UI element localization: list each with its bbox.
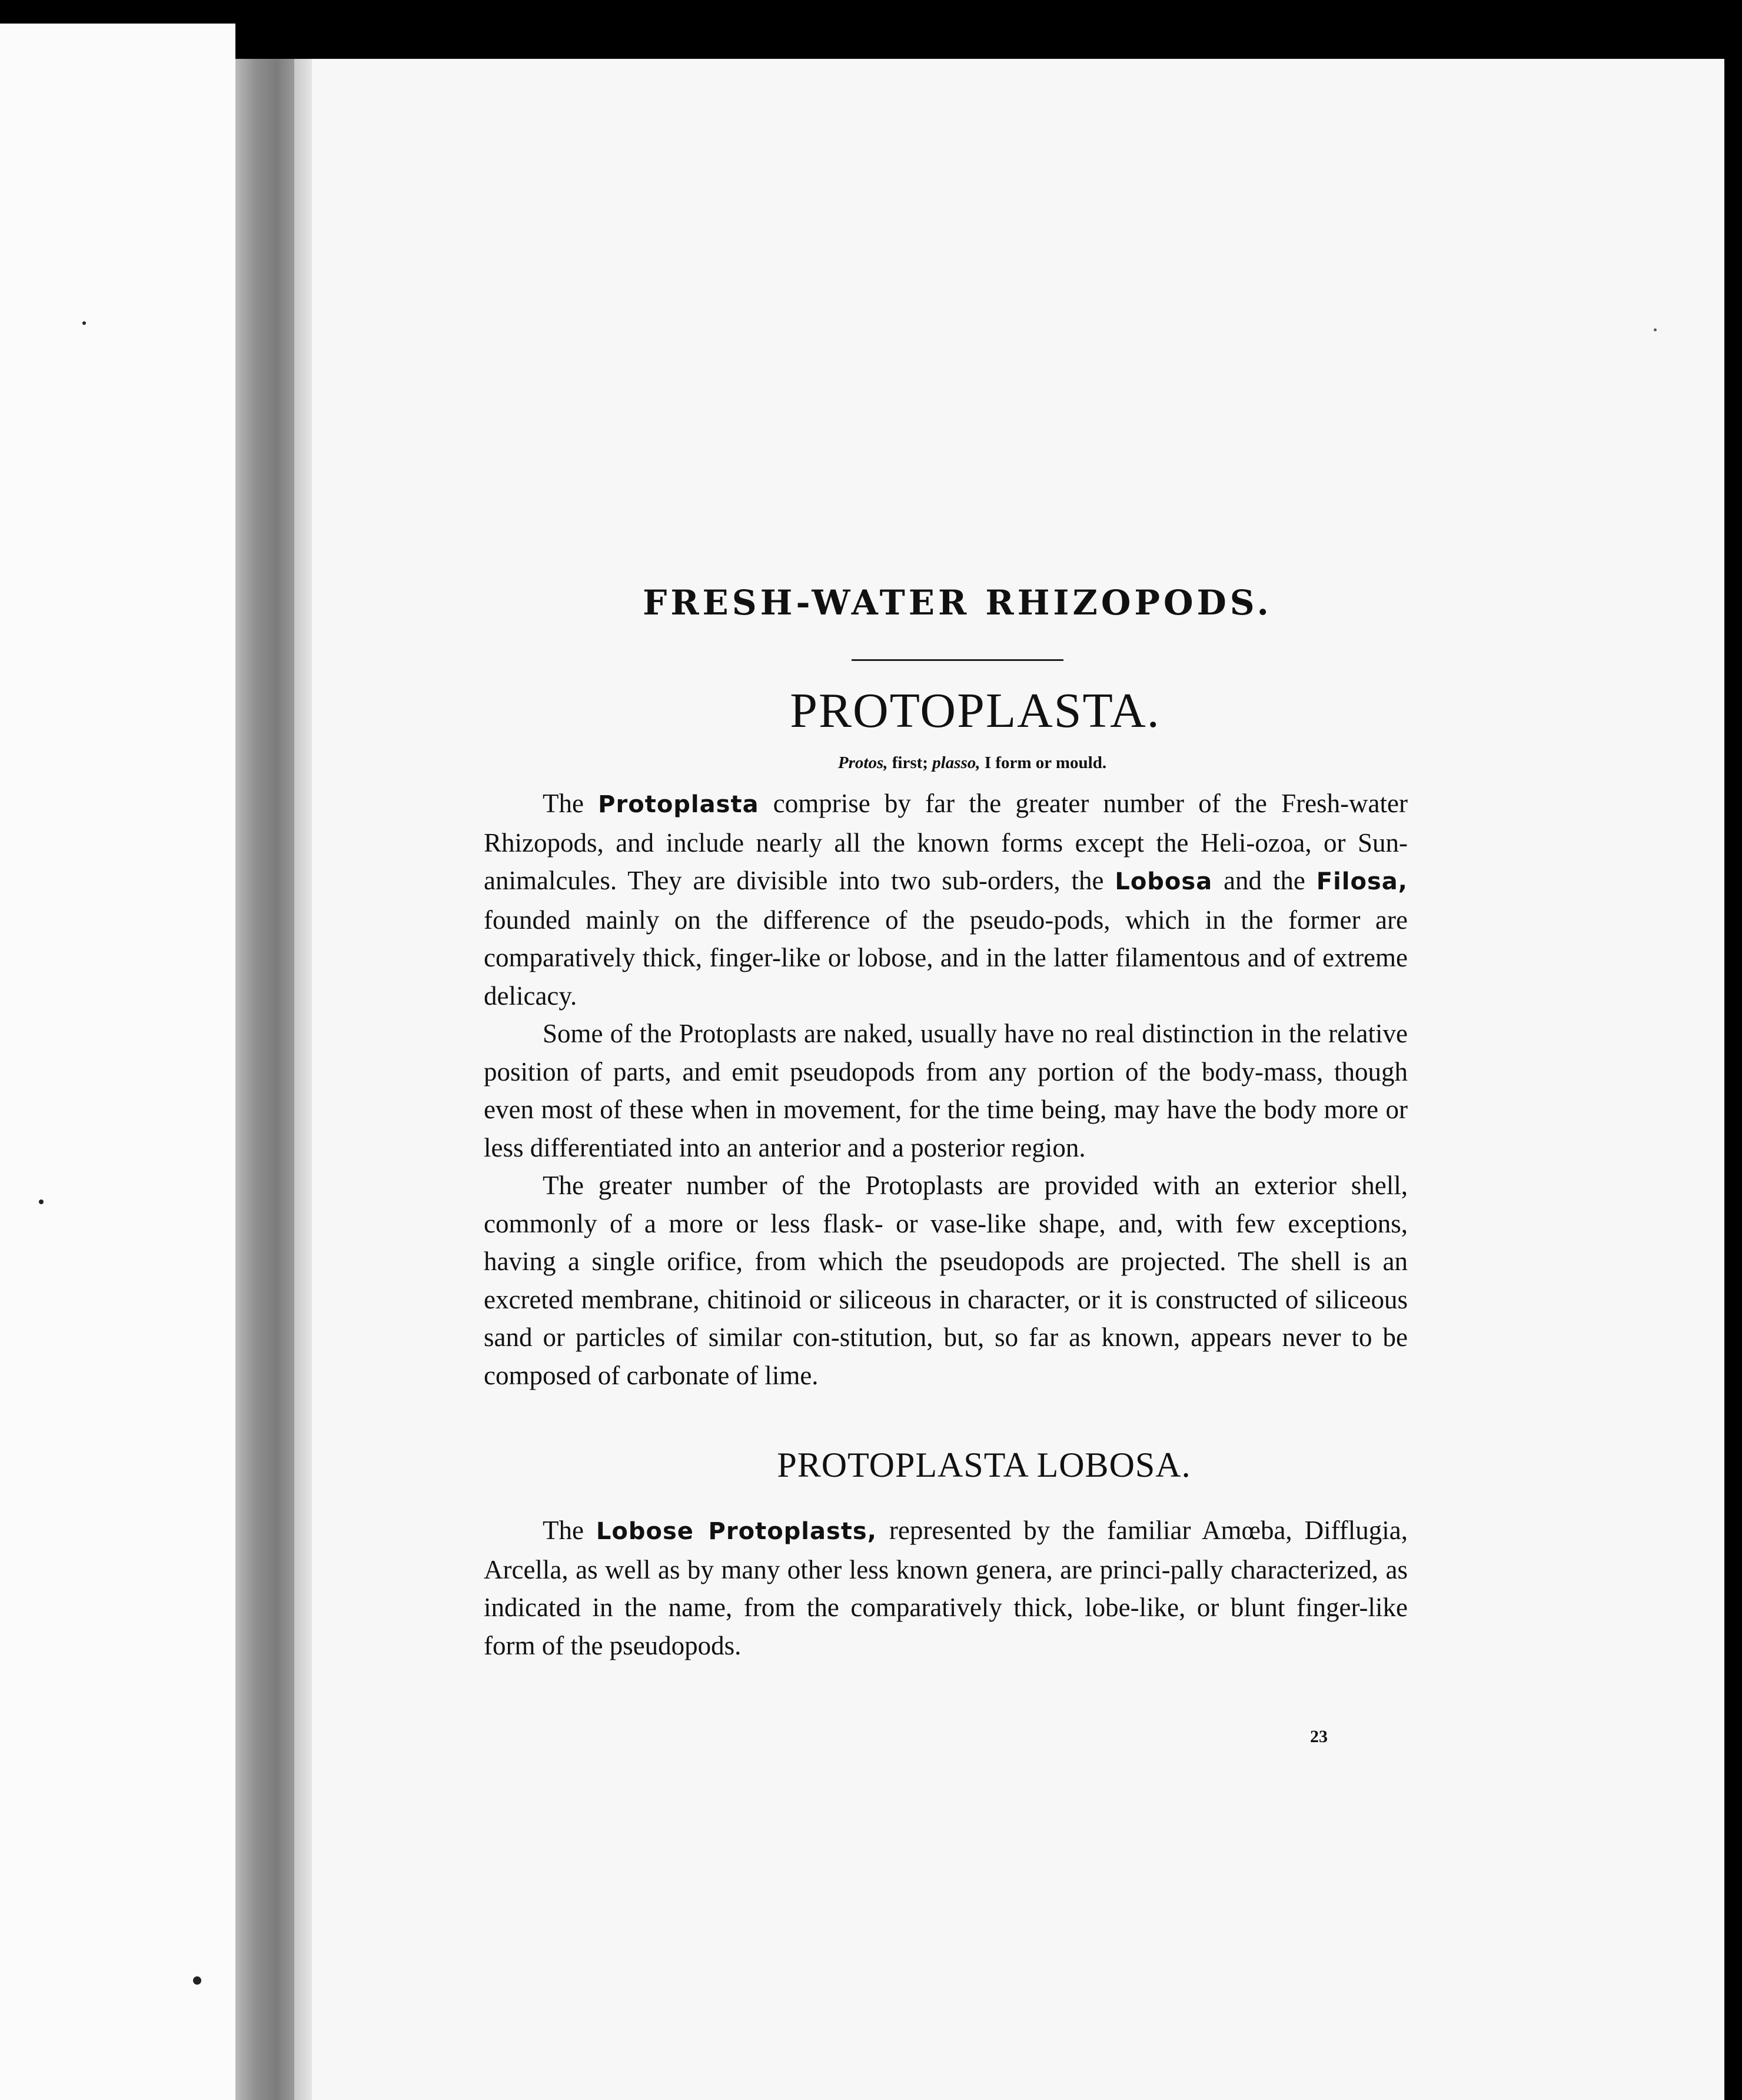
paragraph-4-text-b: represented by the familiar Amœba, Difflugia, Arcella, as well as by many other less known genera, are princi-pally characterized, as indicated in the name, from the comparatively thick, lobe-like, or blunt finger-like form of the pseudopods. <box>484 1516 1408 1660</box>
paragraph-1-text-b: comprise by far the greater number of the Fresh-water Rhizopods, and include nearly all the known forms except the Heli-ozoa, or Sun-animalcules. They are divisible into two sub-orders, the <box>484 789 1408 895</box>
term-filosa: Filosa, <box>1316 868 1408 895</box>
term-lobose-protoplasts: Lobose Protoplasts, <box>596 1518 877 1545</box>
page-text-block <box>484 583 1408 1664</box>
paragraph-4 <box>484 1511 1408 1664</box>
subsection-title: PROTOPLASTA LOBOSA. <box>777 1446 1191 1484</box>
book-gutter-shadow <box>235 59 294 2100</box>
scan-right-border <box>1724 0 1742 2100</box>
scan-speck <box>39 1199 44 1204</box>
scan-speck <box>1654 328 1657 331</box>
term-protoplasta: Protoplasta <box>598 791 759 818</box>
page-number: 23 <box>1310 1727 1328 1746</box>
etymology-line <box>484 753 1408 773</box>
paragraph-1-text-d: founded mainly on the difference of the pseudo-pods, which in the former are comparatively thick, finger-like or lobose, and in the latter filamentous and of extreme delicacy. <box>484 905 1408 1011</box>
paragraph-2: Some of the Protoplasts are naked, usually have no real distinction in the relative position of parts, and emit pseudopods from any portion of the body-mass, though even most of these when in movement, for the time being, may have the body more or less differentiated into an anterior and a posterior region. <box>484 1019 1408 1162</box>
section-title: PROTOPLASTA. <box>790 683 1161 738</box>
scan-speck <box>193 1976 201 1985</box>
term-lobosa: Lobosa <box>1115 868 1213 895</box>
scan-top-border <box>0 0 1742 59</box>
etymology-gloss-1: first; <box>887 753 933 772</box>
paragraph-3: The greater number of the Protoplasts are provided with an exterior shell, commonly of a more or less flask- or vase-like shape, and, with few exceptions, having a single orifice, from which the pseudopods are projected. The shell is an excreted membrane, chitinoid or siliceous in character, or it is constructed of siliceous sand or particles of similar con-stitution, but, so far as known, appears never to be composed of carbonate of lime. <box>484 1171 1408 1390</box>
paragraph-1-text-c: and the <box>1212 866 1317 895</box>
page-title: FRESH-WATER RHIZOPODS. <box>643 583 1272 623</box>
facing-page-left <box>0 24 235 2100</box>
scan-speck <box>82 321 86 325</box>
etymology-word-2: plasso, <box>932 753 980 772</box>
paragraph-4-text-a: The <box>543 1516 596 1545</box>
paragraph-1-text-a: The <box>543 789 599 818</box>
paragraph-1 <box>484 785 1408 1015</box>
book-gutter-highlight <box>294 59 312 2100</box>
etymology-word-1: Protos, <box>837 753 888 772</box>
etymology-gloss-2: I form or mould. <box>980 753 1107 772</box>
title-rule <box>852 659 1063 661</box>
